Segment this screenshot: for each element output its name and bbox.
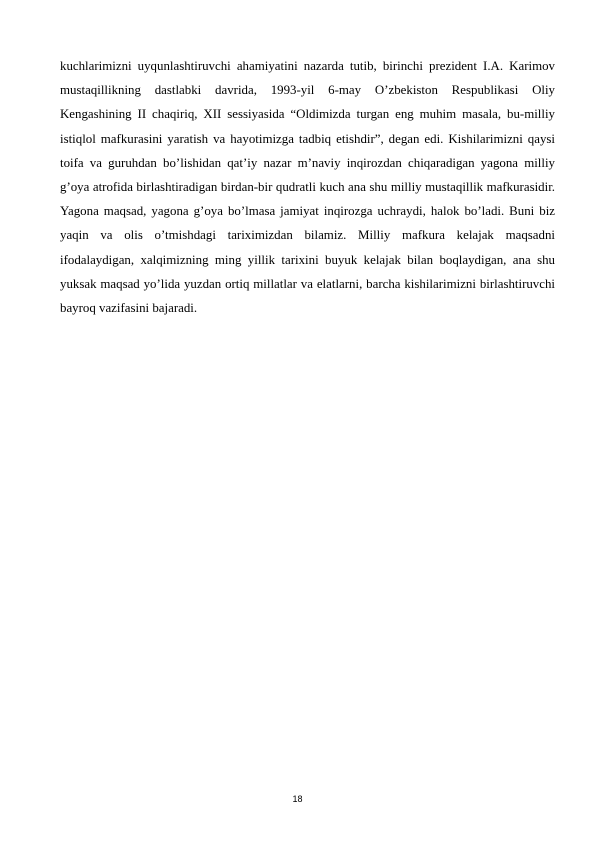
body-paragraph: kuchlarimizni uyqunlashtiruvchi ahamiyatini nazarda tutib, birinchi prezident I.A. Karimov mustaqillikning dastlabki davrida, 1993-yil 6-may O’zbekiston Respublikasi Oliy Kengashining II chaqiriq, XII sessiyasida “Oldimizda turgan eng muhim masala, bu-milliy istiqlol mafkurasini yaratish va hayotimizga tadbiq etishdir”, degan edi. Kishilarimizni qaysi toifa va guruhdan bo’lishidan qat’iy nazar m’naviy inqirozdan chiqaradigan yagona milliy g’oya atrofida birlashtiradigan birdan-bir qudratli kuch ana shu milliy mustaqillik mafkurasidir. Yagona maqsad, yagona g’oya bo’lmasa jamiyat inqirozga uchraydi, halok bo’ladi. Buni biz yaqin va olis o’tmishdagi tariximizdan bilamiz. Milliy mafkura kelajak maqsadni ifodalaydigan, xalqimizning ming yillik tarixini buyuk kelajak bilan boqlaydigan, ana shu yuksak maqsad yo’lida yuzdan ortiq millatlar va elatlarni, barcha kishilarimizni birlashtiruvchi bayroq vazifasini bajaradi. [60,59,555,316]
page-number: 18 [292,794,303,804]
